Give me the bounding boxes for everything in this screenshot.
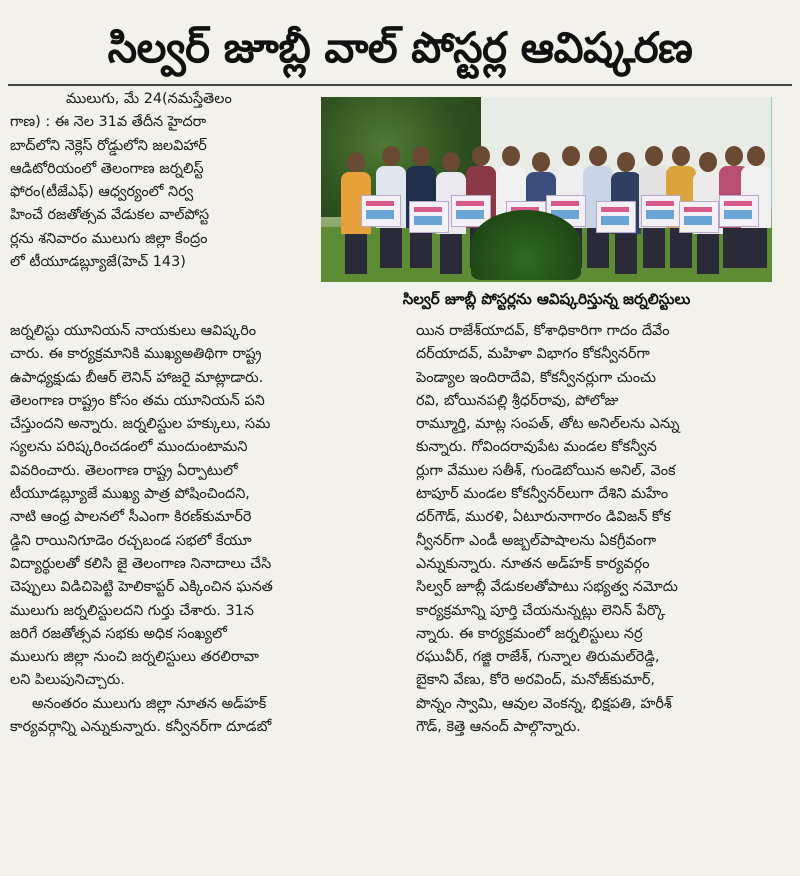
text-line: గాణ) : ఈ నెల 31వ తేదీన హైదరా <box>10 114 207 131</box>
text-line: న్వీనర్‌గా ఎండీ అజ్బల్‌పాషాలను ఏకగ్రీవంగా <box>416 532 657 549</box>
text-line: నాటి ఆంధ్ర పాలనలో సీఎంగా కిరణ్‌కుమార్‌రె <box>10 509 252 526</box>
text-line: అనంతరం ములుగు జిల్లా నూతన అడ్‌హక్ <box>32 695 267 712</box>
column-left-top <box>10 88 310 274</box>
text-line: పెండ్యాల ఇందిరాదేవి, కోకన్వీనర్లుగా చుంచు <box>416 369 656 386</box>
text-line: దర్‌యాదవ్, మహిళా విభాగం కోకన్వీనర్‌గా <box>416 346 650 363</box>
text-line: ఫోరం(టీజేఎఫ్) ఆధ్వర్యంలో నిర్వ <box>10 184 194 201</box>
text-line: చెప్పులు విడిచిపెట్టి హెలికాప్టర్ ఎక్కించిన ఘనత <box>10 579 273 596</box>
column-left-bottom <box>10 320 405 739</box>
text-line: ఉపాధ్యక్షుడు బీఆర్ లెనిన్ హాజరై మాట్లాడారు. <box>10 369 264 386</box>
text-line: ములుగు జర్నలిస్టులదని గుర్తు చేశారు. 31న <box>10 602 254 619</box>
text-line: స్యలను పరిష్కరించడంలో ముందుంటామని <box>10 439 248 456</box>
text-line: యిన రాజేశ్‌యాదవ్, కోశాధికారిగా గాదం దేవేం <box>416 323 670 339</box>
news-photo <box>321 97 772 282</box>
text-line: పొన్నం స్వామి, ఆవుల వెంకన్న, భిక్షపతి, హరీశ్ <box>416 695 672 712</box>
text-line: టీయూడబ్ల్యూజే ముఖ్య పాత్ర పోషించిందని, <box>10 486 250 503</box>
text-line: లని పిలుపునిచ్చారు. <box>10 672 125 689</box>
text-line: వివరించారు. తెలంగాణ రాష్ట్ర ఏర్పాటులో <box>10 462 238 479</box>
text-line: సిల్వర్ జూబ్లీ వేడుకలతోపాటు సభ్యత్వ నమోదు <box>416 579 678 596</box>
text-line: బాద్‌లోని నెక్లెస్ రోడ్డులోని జలవిహార్ <box>10 137 207 154</box>
text-line: ఆడిటోరియంలో తెలంగాణ జర్నలిస్ట్ <box>10 160 204 177</box>
text-line: డ్డిని రాయినిగూడెం రచ్చబండ సభలో కేయూ <box>10 532 252 549</box>
wall-poster <box>719 195 759 227</box>
text-line: ములుగు, మే 24(నమస్తేతెలం <box>66 91 232 107</box>
wall-poster <box>409 201 449 233</box>
text-line: ర్లను శనివారం ములుగు జిల్లా కేంద్రం <box>10 230 208 247</box>
text-line: తెలంగాణ రాష్ట్రం కోసం తమ యూనియన్ పని <box>10 392 265 409</box>
wall-poster <box>641 195 681 227</box>
text-line: రఘువీర్, గజ్జి రాజేశ్, గున్నాల తిరుమల్‌రెడ్డి, <box>416 649 660 666</box>
text-line: జర్నలిస్టు యూనియన్ నాయకులు ఆవిష్కరిం <box>10 323 257 339</box>
text-line: ఎన్నుకున్నారు. నూతన అడ్‌హక్ కార్యవర్గం <box>416 555 650 572</box>
text-line: బైకాని వేణు, కోరె అరవింద్, మనోజ్‌కుమార్, <box>416 672 655 689</box>
text-line: రవి, బోయినపల్లి శ్రీధర్‌రావు, పోలోజు <box>416 392 619 409</box>
text-line: రామ్మూర్తి, మాట్ల సంపత్, తోట అనిల్‌లను ఎన్ను <box>416 416 680 433</box>
text-line: న్నారు. ఈ కార్యక్రమంలో జర్నలిస్టులు నర్ర <box>416 625 643 642</box>
text-line: ర్లుగా వేముల సతీశ్, గుండెబోయిన అనిల్, వెంక <box>416 462 676 479</box>
column-right <box>416 320 796 739</box>
text-line: హించే రజతోత్సవ వేడుకల వాల్‌పోస్ట <box>10 207 210 224</box>
text-line: టాపూర్ మండల కోకన్వీనర్‌లుగా దేశిని మహేం <box>416 486 669 503</box>
text-line: దర్‌గౌడ్, మురళి, ఏటూరునాగారం డివిజన్ కోక <box>416 509 671 526</box>
wall-poster <box>679 201 719 233</box>
wall-poster <box>596 201 636 233</box>
text-line: చారు. ఈ కార్యక్రమానికి ముఖ్యఅతిథిగా రాష్ట్ర <box>10 346 262 363</box>
text-line: కున్నారు. గోవిందరావుపేట మండల కోకన్వీన <box>416 439 657 456</box>
text-line: కార్యక్రమాన్ని పూర్తి చేయనున్నట్లు లెనిన్ పేర్కొ <box>416 602 666 619</box>
photo-caption: సిల్వర్ జూబ్లీ పోస్టర్లను ఆవిష్కరిస్తున్న జర్నలిస్టులు <box>402 290 691 308</box>
text-line: చేస్తుందని అన్నారు. జర్నలిస్టుల హక్కులు, సమ <box>10 416 271 433</box>
text-line: ములుగు జిల్లా నుంచి జర్నలిస్టులు తరలిరావా <box>10 649 259 666</box>
text-line: విద్యార్థులతో కలిసి జై తెలంగాణ నినాదాలు చేసి <box>10 555 272 572</box>
text-line: లో టీయూడబ్ల్యూజే(హెచ్ 143) <box>10 254 186 271</box>
text-line: కార్యవర్గాన్ని ఎన్నుకున్నారు. కన్వీనర్‌గా దూడబో <box>10 719 272 736</box>
text-line: జరిగే రజతోత్సవ సభకు అధిక సంఖ్యలో <box>10 625 227 642</box>
wall-poster <box>361 195 401 227</box>
photo-plant <box>471 210 581 280</box>
headline: సిల్వర్ జూబ్లీ వాల్ పోస్టర్ల ఆవిష్కరణ <box>107 23 693 72</box>
text-line: గౌడ్, కెత్తె ఆనంద్ పాల్గొన్నారు. <box>416 719 581 736</box>
headline-divider <box>8 84 792 86</box>
